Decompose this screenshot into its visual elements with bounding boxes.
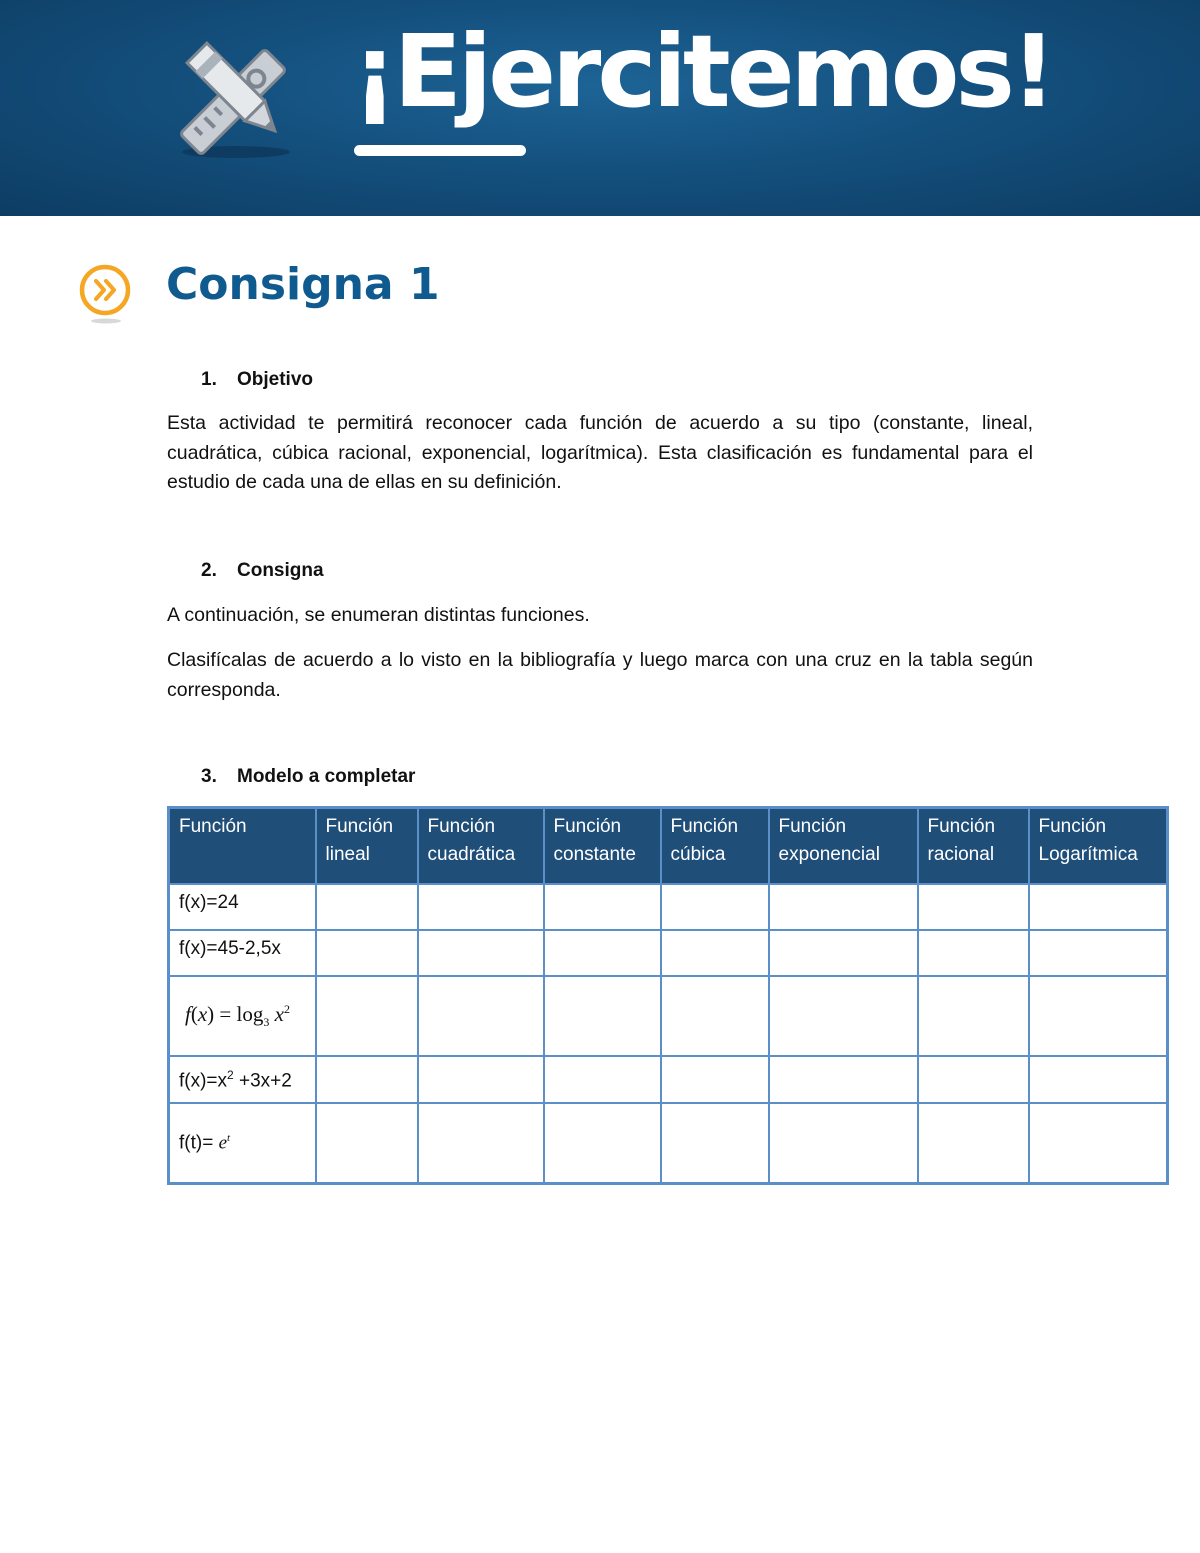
function-cell: f(x)=24 bbox=[169, 884, 316, 930]
column-header: Función exponencial bbox=[769, 808, 918, 885]
answer-cell[interactable] bbox=[918, 884, 1029, 930]
ruler-pencil-icon bbox=[178, 32, 300, 162]
column-header: Función bbox=[169, 808, 316, 885]
answer-cell[interactable] bbox=[418, 976, 544, 1056]
answer-cell[interactable] bbox=[544, 1056, 661, 1103]
section-number: 3. bbox=[201, 766, 217, 787]
page-title: Consigna 1 bbox=[166, 259, 440, 310]
answer-cell[interactable] bbox=[1029, 1103, 1168, 1184]
answer-cell[interactable] bbox=[418, 930, 544, 976]
answer-cell[interactable] bbox=[1029, 884, 1168, 930]
column-header: Función cuadrática bbox=[418, 808, 544, 885]
consigna-paragraph-2: Clasifícalas de acuerdo a lo visto en la bibliografía y luego marca con una cruz en la tabla según corresponda. bbox=[167, 649, 1033, 701]
table-header-row bbox=[169, 808, 1168, 885]
table-row bbox=[169, 884, 1168, 930]
column-header: Función lineal bbox=[316, 808, 418, 885]
column-header: Función Logarítmica bbox=[1029, 808, 1168, 885]
section-heading: Consigna bbox=[237, 560, 324, 581]
answer-cell[interactable] bbox=[918, 976, 1029, 1056]
answer-cell[interactable] bbox=[661, 884, 769, 930]
answer-cell[interactable] bbox=[1029, 976, 1168, 1056]
answer-cell[interactable] bbox=[418, 1103, 544, 1184]
answer-cell[interactable] bbox=[1029, 930, 1168, 976]
column-header: Función constante bbox=[544, 808, 661, 885]
function-cell: $f(t)= e^t$ bbox=[169, 1103, 316, 1184]
answer-cell[interactable] bbox=[544, 930, 661, 976]
log-formula: $f(x) = \log_3 x^2$ bbox=[185, 1002, 290, 1030]
double-chevron-right-icon bbox=[76, 262, 134, 328]
answer-cell[interactable] bbox=[1029, 1056, 1168, 1103]
answer-cell[interactable] bbox=[769, 1103, 918, 1184]
answer-cell[interactable] bbox=[661, 976, 769, 1056]
consigna-paragraph-1: A continuación, se enumeran distintas funciones. bbox=[167, 604, 590, 626]
table-row bbox=[169, 1056, 1168, 1103]
answer-cell[interactable] bbox=[316, 976, 418, 1056]
section-heading: Objetivo bbox=[237, 369, 314, 390]
section-title-objetivo bbox=[201, 369, 313, 391]
answer-cell[interactable] bbox=[661, 1103, 769, 1184]
section-title-consigna bbox=[201, 560, 324, 582]
function-cell: f(x)=45-2,5x bbox=[169, 930, 316, 976]
answer-cell[interactable] bbox=[418, 884, 544, 930]
answer-cell[interactable] bbox=[769, 976, 918, 1056]
answer-cell[interactable] bbox=[544, 976, 661, 1056]
answer-cell[interactable] bbox=[918, 1103, 1029, 1184]
answer-cell[interactable] bbox=[316, 884, 418, 930]
section-number: 1. bbox=[201, 369, 217, 390]
answer-cell[interactable] bbox=[418, 1056, 544, 1103]
function-cell: $f(x)=x^2 +3x+2$ bbox=[169, 1056, 316, 1103]
table-row bbox=[169, 976, 1168, 1056]
objetivo-paragraph: Esta actividad te permitirá reconocer cada función de acuerdo a su tipo (constante, lineal, cuadrática, cúbica racional, exponencial, logarítmica). Esta clasificación es fundamental para el estudio de cada una de ellas en su definición. bbox=[167, 412, 1033, 493]
answer-cell[interactable] bbox=[661, 930, 769, 976]
answer-cell[interactable] bbox=[769, 884, 918, 930]
answer-cell[interactable] bbox=[316, 1103, 418, 1184]
function-cell bbox=[169, 976, 316, 1056]
header-banner bbox=[0, 0, 1200, 216]
column-header: Función cúbica bbox=[661, 808, 769, 885]
answer-cell[interactable] bbox=[918, 1056, 1029, 1103]
column-header: Función racional bbox=[918, 808, 1029, 885]
answer-cell[interactable] bbox=[661, 1056, 769, 1103]
answer-cell[interactable] bbox=[769, 930, 918, 976]
answer-cell[interactable] bbox=[316, 930, 418, 976]
table-row bbox=[169, 930, 1168, 976]
section-heading: Modelo a completar bbox=[237, 766, 416, 787]
answer-cell[interactable] bbox=[544, 884, 661, 930]
banner-underline bbox=[354, 145, 526, 156]
table-row bbox=[169, 1103, 1168, 1184]
classification-table bbox=[167, 806, 1169, 1185]
answer-cell[interactable] bbox=[918, 930, 1029, 976]
answer-cell[interactable] bbox=[316, 1056, 418, 1103]
answer-cell[interactable] bbox=[544, 1103, 661, 1184]
answer-cell[interactable] bbox=[769, 1056, 918, 1103]
section-title-modelo bbox=[201, 766, 415, 788]
section-number: 2. bbox=[201, 560, 217, 581]
banner-title: ¡Ejercitemos! bbox=[352, 13, 1053, 130]
